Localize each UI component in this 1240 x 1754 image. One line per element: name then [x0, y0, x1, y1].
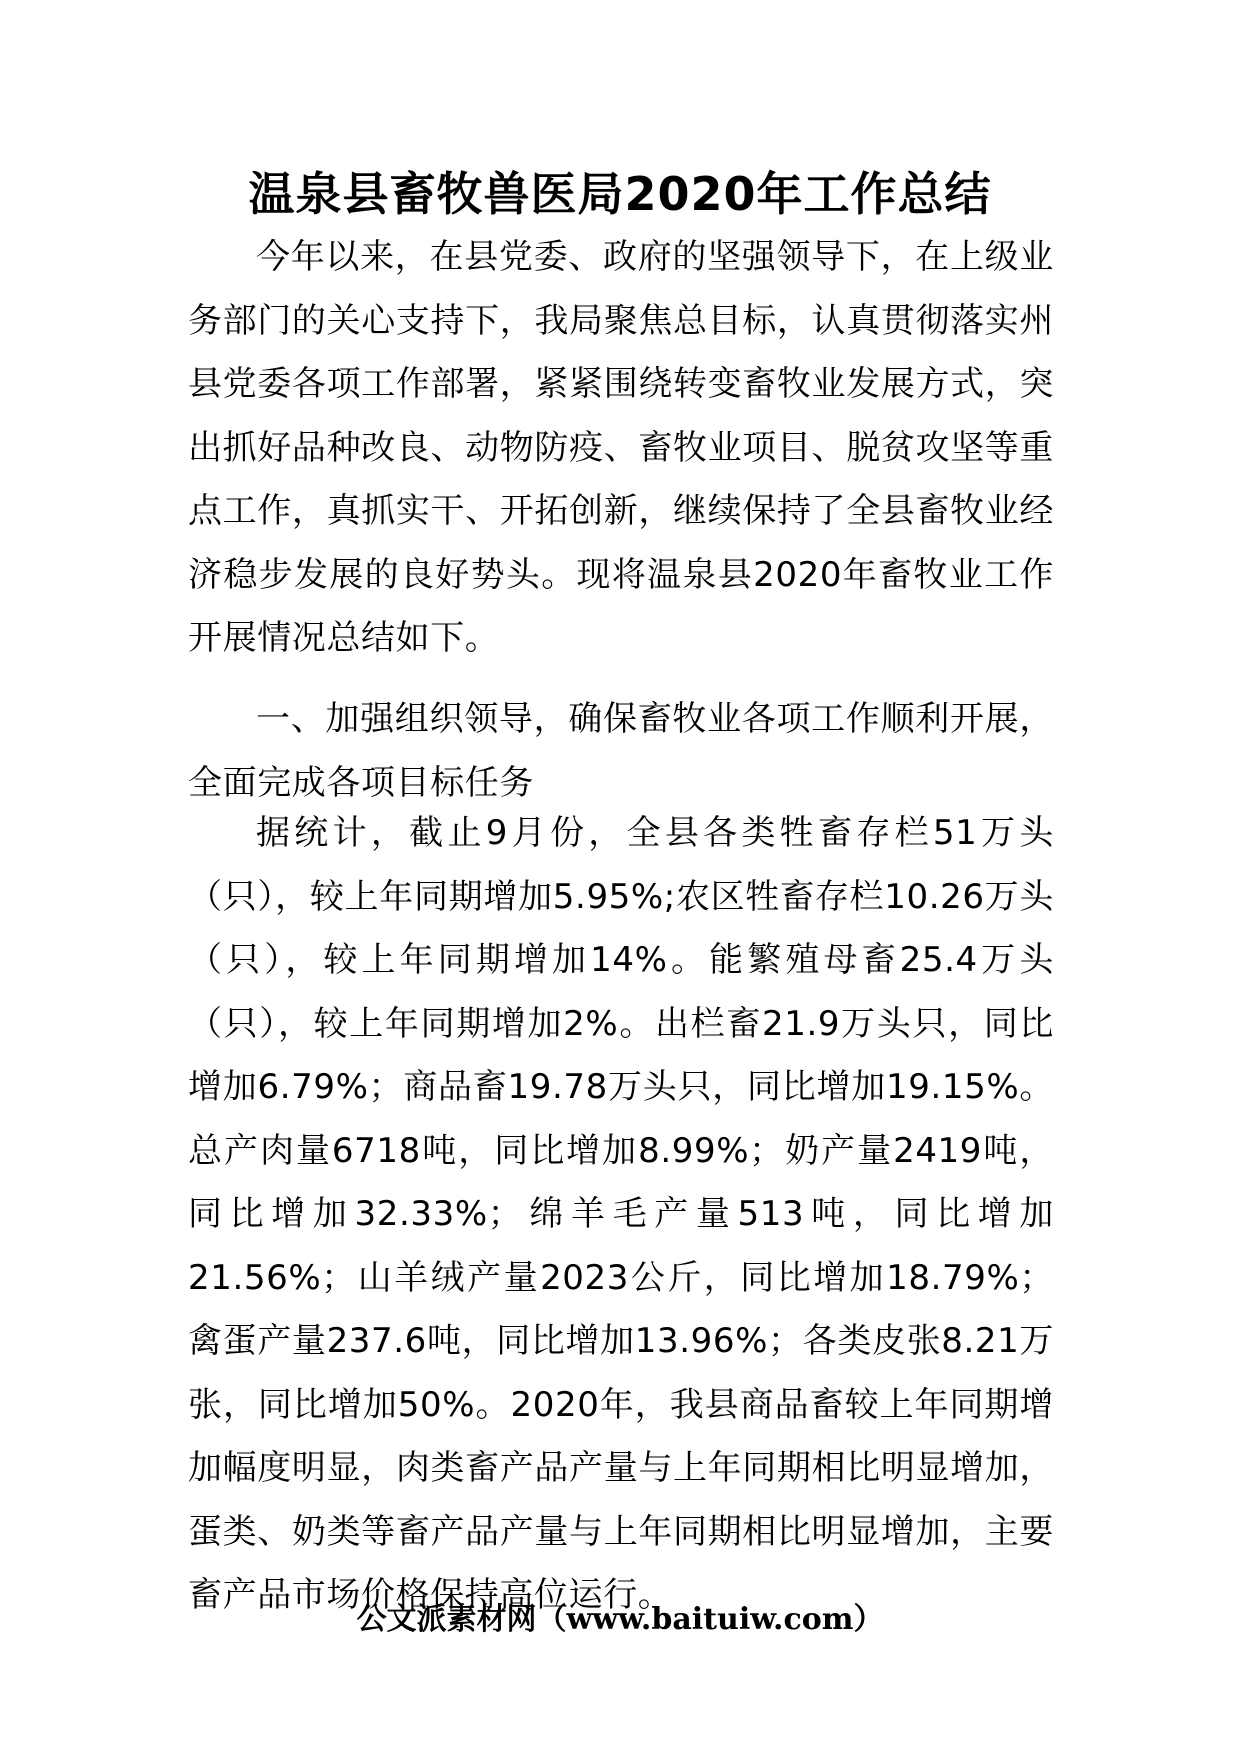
statistics-paragraph: 据统计，截止9月份，全县各类牲畜存栏51万头（只），较上年同期增加5.95%;农区牲畜存栏10.26万头（只），较上年同期增加14%。能繁殖母畜25.4万头（只），较上年同期增加2%。出栏畜21.9万头只，同比增加6.79%；商品畜19.78万头只，同比增加19.15%。总产肉量6718吨，同比增加8.99%；奶产量2419吨，同比增加32.33%；绵羊毛产量513吨，同比增加21.56%；山羊绒产量2023公斤，同比增加18.79%；禽蛋产量237.6吨，同比增加13.96%；各类皮张8.21万张，同比增加50%。2020年，我县商品畜较上年同期增加幅度明显，肉类畜产品产量与上年同期相比明显增加，蛋类、奶类等畜产品产量与上年同期相比明显增加，主要畜产品市场价格保持高位运行。: [188, 813, 1054, 1615]
intro-paragraph: 今年以来，在县党委、政府的坚强领导下，在上级业务部门的关心支持下，我局聚焦总目标，认真贯彻落实州县党委各项工作部署，紧紧围绕转变畜牧业发展方式，突出抓好品种改良、动物防疫、畜牧业项目、脱贫攻坚等重点工作，真抓实干、开拓创新，继续保持了全县畜牧业经济稳步发展的良好势头。现将温泉县2020年畜牧业工作开展情况总结如下。: [188, 237, 1054, 658]
document-title: 温泉县畜牧兽医局2020年工作总结: [248, 167, 992, 221]
source-watermark: 公文派素材网（www.baituiw.com）: [356, 1602, 884, 1637]
section-heading: 一、加强组织领导，确保畜牧业各项工作顺利开展，全面完成各项目标任务: [188, 699, 1054, 803]
